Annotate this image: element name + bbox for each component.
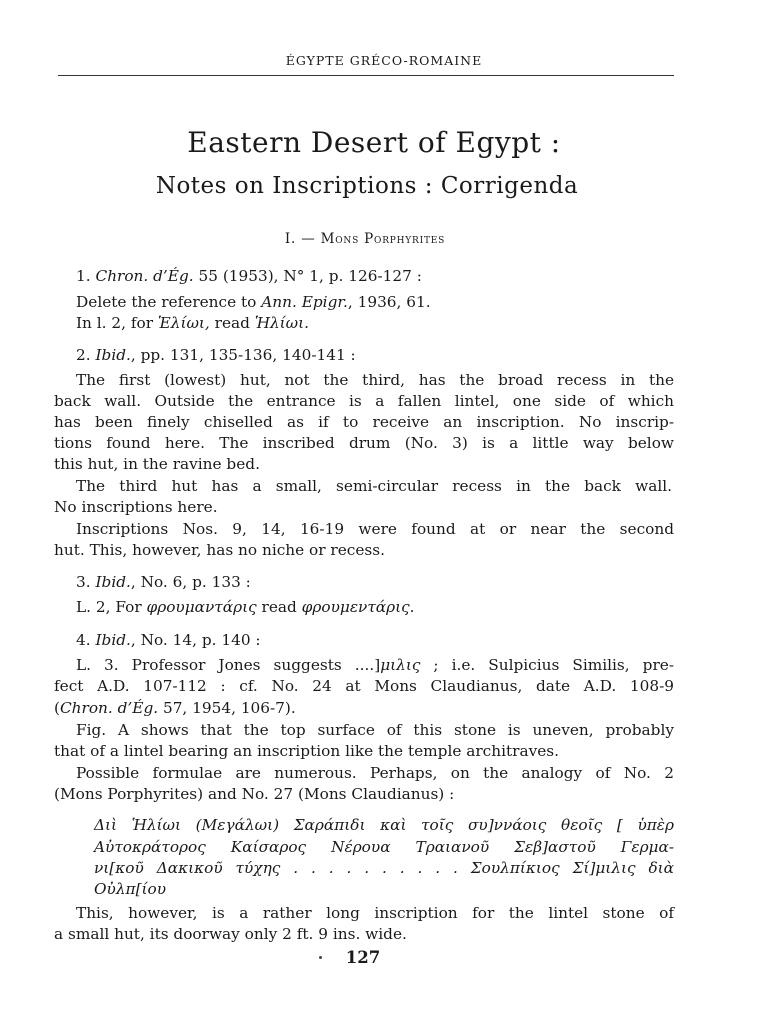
section-heading [0,231,730,247]
item-reference-detail: 55 (1953), N° 1, p. 126-127 : [193,267,422,285]
item-reference-detail: , pp. 131, 135-136, 140-141 : [130,346,356,364]
item-reference: Chron. d’Ég. [95,267,194,285]
article-subtitle: Notes on Inscriptions : Corrigenda [155,173,579,199]
section-name: Mons Porphyrites [320,231,446,247]
section-number: I. — [284,231,316,247]
greek-word: φρουμεντάρις. [301,598,415,616]
item-number: 2. [76,346,91,364]
text-run: ( [54,699,60,717]
greek-word: μιλις [380,656,421,674]
body-line: Fig. A shows that the top surface of this stone is uneven, probably [76,721,674,739]
text-run: Delete the reference to [76,293,262,311]
item-4-heading [76,630,696,651]
item-1-heading [76,266,696,287]
text-run-italic: Ann. Epigr. [261,293,348,311]
body-line: The third hut has a small, semi-circular recess in the back wall. [76,477,672,495]
body-line: This, however, is a rather long inscription for the lintel stone of [76,904,674,922]
body-line: The first (lowest) hut, not the third, has the broad recess in the [76,371,674,389]
greek-inscription-line: νι[κοῦ Δακικοῦ τύχης . . . . . . . . . . Σουλπίκιος Σί]μιλις διὰ [94,859,674,877]
item-3-line [76,597,696,618]
text-run: L. 3. Professor Jones suggests ....] [76,656,381,674]
body-line: hut. This, however, has no niche or recess. [54,541,385,559]
item-4-line-3 [54,698,674,719]
body-line: back wall. Outside the entrance is a fallen lintel, one side of which [54,392,674,410]
greek-inscription-line: Οὐλπ[ίου [94,880,167,898]
item-1-line-1 [76,292,696,313]
page-number: 127 [345,948,381,967]
text-run-italic: Chron. d’Ég. [59,699,159,717]
item-number: 4. [76,631,91,649]
body-line: this hut, in the ravine bed. [54,455,260,473]
body-line: fect A.D. 107-112 : cf. No. 24 at Mons Claudianus, date A.D. 108-9 [54,677,674,695]
item-1-line-2 [76,313,696,334]
text-run: ; i.e. Sulpicius Similis, pre- [420,656,674,674]
body-line: (Mons Porphyrites) and No. 27 (Mons Claudianus) : [54,785,455,803]
greek-inscription-line: Αὐτοκράτορος Καίσαρος Νέρουα Τραιανοῦ Σεβ]αστοῦ Γερμα- [94,838,674,856]
item-reference: Ibid. [95,573,131,591]
body-line: has been finely chiselled as if to receive an inscription. No inscrip- [54,413,674,431]
item-number: 1. [76,267,91,285]
body-line: Possible formulae are numerous. Perhaps, on the analogy of No. 2 [76,764,674,782]
item-reference: Ibid. [95,346,131,364]
body-line: a small hut, its doorway only 2 ft. 9 ins. wide. [54,925,407,943]
body-line: tions found here. The inscribed drum (No. 3) is a little way below [54,434,674,452]
greek-inscription-line: Διὶ Ἡλίωι (Μεγάλωι) Σαράπιδι καὶ τοῖς συ]ννάοις θεοῖς [ ὑπὲρ [94,816,674,834]
item-reference: Ibid. [95,631,131,649]
item-reference-detail: , No. 14, p. 140 : [130,631,261,649]
greek-word: Ἑλίωι, [157,314,210,332]
item-2-heading [76,345,696,366]
text-run: read [256,598,302,616]
text-run: 57, 1954, 106-7). [158,699,296,717]
item-reference-detail: , No. 6, p. 133 : [130,573,251,591]
body-line: that of a lintel bearing an inscription like the temple architraves. [54,742,559,760]
text-run: In l. 2, for [76,314,158,332]
item-4-line-1 [76,655,674,676]
item-3-heading [76,572,696,593]
article-title: Eastern Desert of Egypt : [187,126,561,159]
greek-word: φρουμαντάρις [146,598,257,616]
header-rule [58,75,674,76]
body-line: No inscriptions here. [54,498,218,516]
running-head: ÉGYPTE GRÉCO-ROMAINE [285,53,483,68]
text-run: read [209,314,255,332]
text-run: , 1936, 61. [347,293,431,311]
item-number: 3. [76,573,91,591]
text-run: L. 2, For [76,598,147,616]
body-line: Inscriptions Nos. 9, 14, 16-19 were found at or near the second [76,520,674,538]
greek-word: Ἡλίωι. [254,314,310,332]
